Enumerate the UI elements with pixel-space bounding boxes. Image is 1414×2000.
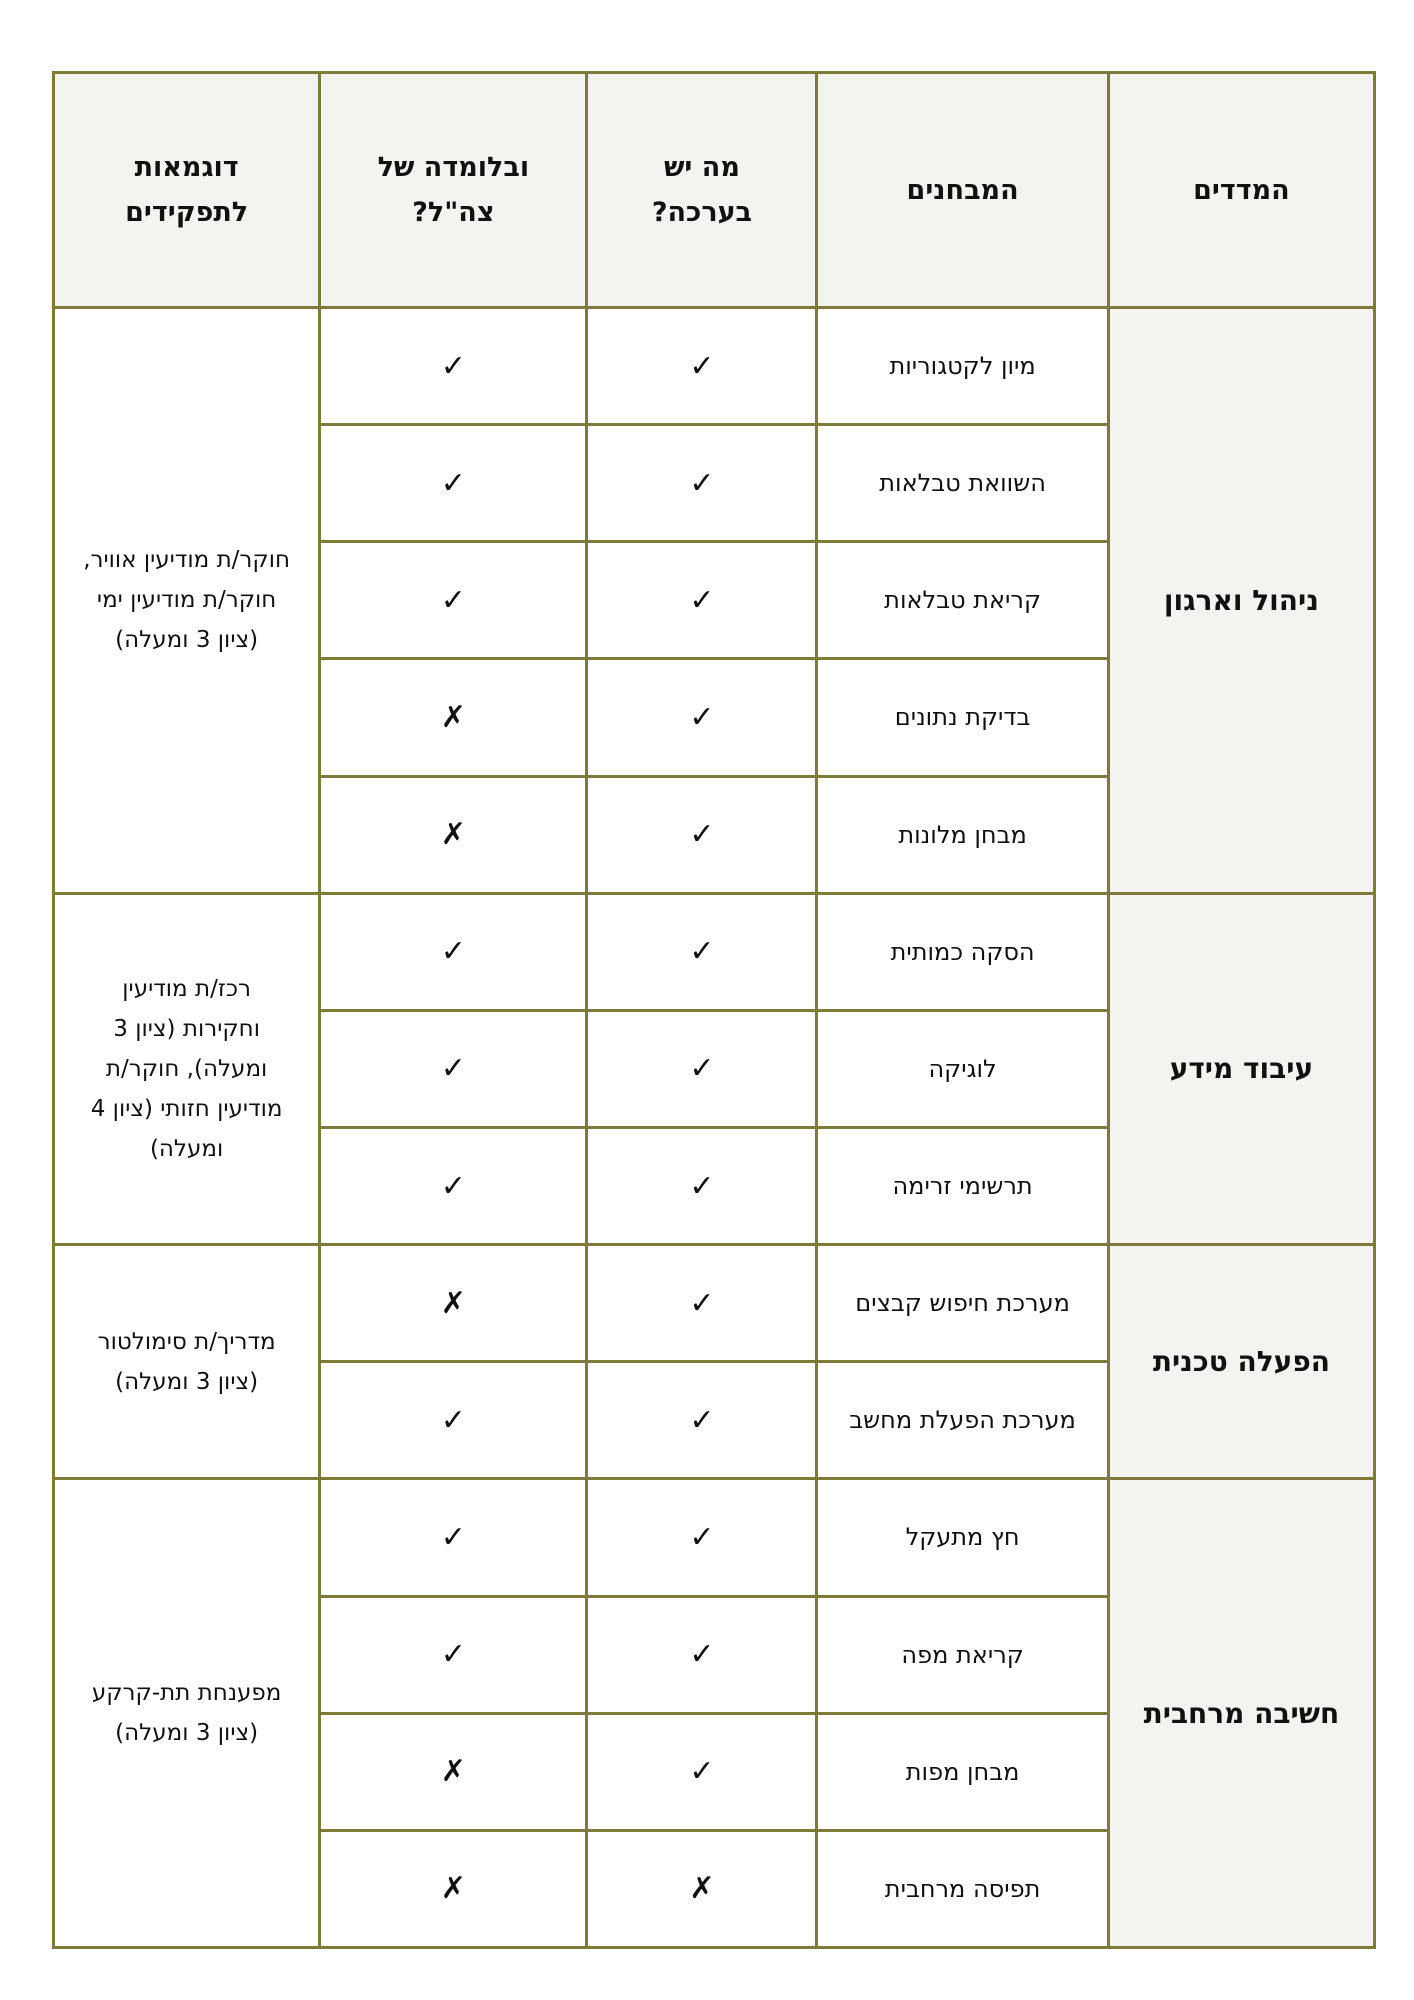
test-name-cell: לוגיקה <box>817 1010 1108 1127</box>
comparison-table-container <box>52 71 1376 1949</box>
comparison-table <box>52 71 1376 1949</box>
header-roles <box>54 73 320 308</box>
in-sim-mark: ✓ <box>320 893 587 1010</box>
in-eval-mark: ✓ <box>587 776 817 893</box>
table-row <box>54 1479 1375 1596</box>
in-sim-mark: ✗ <box>320 776 587 893</box>
roles-cell <box>54 1479 320 1948</box>
in-eval-mark: ✓ <box>587 1596 817 1713</box>
measure-cell: ניהול וארגון <box>1108 308 1374 894</box>
measure-cell: עיבוד מידע <box>1108 893 1374 1244</box>
in-sim-mark: ✓ <box>320 1127 587 1244</box>
table-row <box>54 893 1375 1010</box>
header-roles-line2: לתפקידים <box>125 197 249 228</box>
measure-cell: הפעלה טכנית <box>1108 1245 1374 1479</box>
in-eval-mark: ✓ <box>587 1010 817 1127</box>
roles-line: ומעלה) <box>149 1135 224 1162</box>
roles-line: ומעלה), חוקר/ת <box>105 1055 268 1082</box>
roles-cell <box>54 1245 320 1479</box>
header-measures: המדדים <box>1108 73 1374 308</box>
measure-cell: חשיבה מרחבית <box>1108 1479 1374 1948</box>
table-row <box>54 308 1375 425</box>
in-sim-mark: ✗ <box>320 1713 587 1830</box>
table-row <box>54 1245 1375 1362</box>
in-sim-mark: ✓ <box>320 1479 587 1596</box>
test-name-cell: קריאת טבלאות <box>817 542 1108 659</box>
in-sim-mark: ✓ <box>320 1596 587 1713</box>
header-in-sim-line2: צה"ל? <box>412 197 495 228</box>
in-sim-mark: ✓ <box>320 308 587 425</box>
in-eval-mark: ✓ <box>587 893 817 1010</box>
test-name-cell: מבחן מפות <box>817 1713 1108 1830</box>
in-sim-mark: ✗ <box>320 1830 587 1947</box>
in-eval-mark: ✓ <box>587 308 817 425</box>
test-name-cell: מבחן מלונות <box>817 776 1108 893</box>
test-name-cell: הסקה כמותית <box>817 893 1108 1010</box>
test-name-cell: חץ מתעקל <box>817 1479 1108 1596</box>
in-eval-mark: ✓ <box>587 1479 817 1596</box>
roles-line: חוקר/ת מודיעין אוויר, <box>83 547 291 574</box>
test-name-cell: קריאת מפה <box>817 1596 1108 1713</box>
test-name-cell: מיון לקטגוריות <box>817 308 1108 425</box>
test-name-cell: מערכת חיפוש קבצים <box>817 1245 1108 1362</box>
test-name-cell: השוואת טבלאות <box>817 425 1108 542</box>
roles-line: (ציון 3 ומעלה) <box>115 1368 259 1395</box>
header-tests: המבחנים <box>817 73 1108 308</box>
in-eval-mark: ✓ <box>587 1713 817 1830</box>
header-in-sim <box>320 73 587 308</box>
roles-line: מודיעין חזותי (ציון 4 <box>90 1095 283 1122</box>
roles-line: מדריך/ת סימולטור <box>97 1328 276 1355</box>
test-name-cell: תרשימי זרימה <box>817 1127 1108 1244</box>
in-eval-mark: ✓ <box>587 1362 817 1479</box>
header-roles-line1: דוגמאות <box>134 152 239 183</box>
roles-cell <box>54 893 320 1244</box>
header-in-eval-line1: מה יש <box>663 152 740 183</box>
test-name-cell: מערכת הפעלת מחשב <box>817 1362 1108 1479</box>
roles-line: רכז/ת מודיעין <box>122 975 251 1002</box>
in-sim-mark: ✓ <box>320 425 587 542</box>
in-eval-mark: ✗ <box>587 1830 817 1947</box>
roles-line: חוקר/ת מודיעין ימי <box>96 587 277 614</box>
roles-line: (ציון 3 ומעלה) <box>115 627 259 654</box>
test-name-cell: תפיסה מרחבית <box>817 1830 1108 1947</box>
table-body <box>54 308 1375 1948</box>
in-eval-mark: ✓ <box>587 1245 817 1362</box>
header-in-sim-line1: ובלומדה של <box>377 152 530 183</box>
in-eval-mark: ✓ <box>587 659 817 776</box>
in-sim-mark: ✓ <box>320 1010 587 1127</box>
in-sim-mark: ✓ <box>320 542 587 659</box>
in-eval-mark: ✓ <box>587 425 817 542</box>
roles-line: מפענחת תת-קרקע <box>91 1680 282 1707</box>
roles-cell <box>54 308 320 894</box>
test-name-cell: בדיקת נתונים <box>817 659 1108 776</box>
in-sim-mark: ✗ <box>320 659 587 776</box>
header-in-eval-line2: בערכה? <box>651 197 753 228</box>
in-sim-mark: ✓ <box>320 1362 587 1479</box>
in-sim-mark: ✗ <box>320 1245 587 1362</box>
in-eval-mark: ✓ <box>587 1127 817 1244</box>
roles-line: (ציון 3 ומעלה) <box>115 1720 259 1747</box>
roles-line: וחקירות (ציון 3 <box>113 1015 260 1042</box>
header-in-eval <box>587 73 817 308</box>
in-eval-mark: ✓ <box>587 542 817 659</box>
header-row <box>54 73 1375 308</box>
